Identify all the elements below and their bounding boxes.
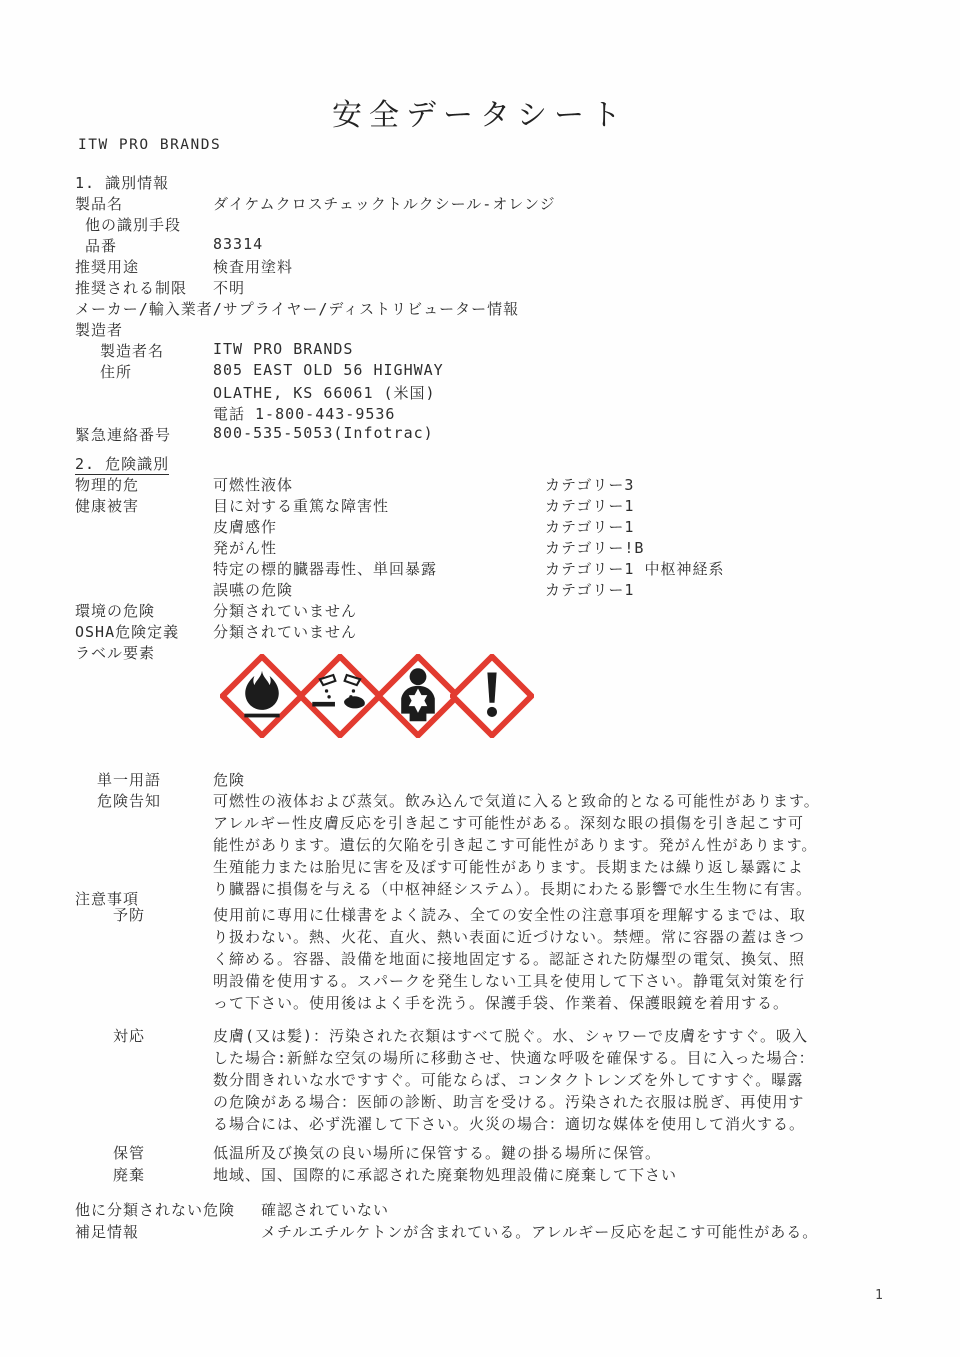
- classification-label: 物理的危: [75, 476, 140, 494]
- prevention-label: 予防: [113, 906, 146, 924]
- field-label: 製品名: [75, 195, 124, 213]
- hazard-line: り臓器に損傷を与える（中枢神経システム）。長期にわたる影響で水生生物に有害。: [213, 880, 813, 898]
- field-label: 品番: [85, 237, 118, 255]
- hazard-category: カテゴリー1: [545, 581, 635, 599]
- company-name: ITW PRO BRANDS: [78, 137, 222, 153]
- prevention-block: [75, 904, 945, 1014]
- hazard-line: 可燃性の液体および蒸気。飲み込んで気道に入ると致命的となる可能性があります。: [213, 792, 820, 810]
- field-value: 電話 1-800-443-9536: [213, 405, 396, 423]
- label-elements: [75, 769, 921, 900]
- precaution-heading: 注意事項: [75, 890, 140, 908]
- hazard-line: 能性があります。遺伝的欠陥を引き起こす可能性があります。発がん性があります。: [213, 836, 818, 854]
- hazard-class: 特定の標的臓器毒性、単回暴露: [213, 560, 438, 578]
- hazard-statement-label: 危険告知: [97, 792, 162, 810]
- field-row: [75, 319, 921, 340]
- field-label: 推奨用途: [75, 258, 140, 276]
- hazard-category: カテゴリー!B: [545, 539, 645, 557]
- hazard-class: 皮膚感作: [213, 518, 278, 536]
- signal-word-row: [75, 769, 921, 790]
- other-hazards-label: 他に分類されない危険: [75, 1201, 236, 1219]
- field-label: 製造者名: [100, 342, 165, 360]
- response-line: 数分間きれいな水ですすぐ。可能ならば、コンタクトレンズを外してすすぐ。曝露: [213, 1071, 804, 1089]
- other-hazards-row: [75, 1199, 945, 1221]
- section-identification: [75, 172, 921, 445]
- page-number: 1: [875, 1288, 884, 1303]
- prevention-line: 使用前に専用に仕様書をよく読み、全ての安全性の注意事項を理解するまでは、取: [213, 906, 806, 924]
- disposal-label: 廃棄: [113, 1166, 146, 1184]
- exclamation-icon: [450, 654, 534, 738]
- field-row: [75, 361, 921, 382]
- classification-row: [75, 600, 921, 621]
- hazard-category: カテゴリー1: [545, 497, 635, 515]
- field-value: 検査用塗料: [213, 258, 294, 276]
- classification-row: [75, 579, 921, 600]
- classification-label: OSHA危険定義: [75, 623, 180, 641]
- classification-row: [75, 621, 921, 642]
- field-value: OLATHE, KS 66061 (米国): [213, 384, 436, 402]
- supplemental-row: [75, 1221, 945, 1243]
- field-label: 推奨される制限: [75, 279, 188, 297]
- prevention-line: って下さい。使用後はよく手を洗う。保護手袋、作業着、保護眼鏡を着用する。: [213, 994, 790, 1012]
- title-bar: [0, 90, 960, 134]
- hazard-category: カテゴリー3: [545, 476, 635, 494]
- classification-row: [75, 537, 921, 558]
- hazard-category: カテゴリー1 中枢神経系: [545, 560, 725, 578]
- classification-label: 健康被害: [75, 497, 140, 515]
- classification-row: [75, 495, 921, 516]
- prevention-line: 明設備を使用する。スパークを発生しない工具を使用して下さい。静電気対策を行: [213, 972, 806, 990]
- section2-heading-text: 2. 危険識別: [75, 455, 170, 473]
- field-row: [75, 256, 921, 277]
- supplemental-value: メチルエチルケトンが含まれている。アレルギー反応を起こす可能性がある。: [261, 1223, 819, 1241]
- field-row: [75, 403, 921, 424]
- field-row: [75, 277, 921, 298]
- classification-label: ラベル要素: [75, 644, 156, 662]
- hazard-statement-row: [75, 790, 921, 900]
- disposal-text: 地域、国、国際的に承認された廃棄物処理設備に廃棄して下さい: [213, 1166, 678, 1184]
- storage-text: 低温所及び換気の良い場所に保管する。鍵の掛る場所に保管。: [213, 1144, 662, 1162]
- hazard-class: 分類されていません: [213, 602, 358, 620]
- response-line: 皮膚(又は髪)：汚染された衣類はすべて脱ぐ。水、シャワーで皮膚をすすぐ。吸入: [213, 1027, 809, 1045]
- field-label: 緊急連絡番号: [75, 426, 172, 444]
- response-line: の危険がある場合：医師の診断、助言を受ける。汚染された衣服は脱ぎ、再使用す: [213, 1093, 805, 1111]
- response-label: 対応: [113, 1027, 146, 1045]
- field-row: [75, 298, 921, 319]
- classification-label: 環境の危険: [75, 602, 156, 620]
- flame-icon: [220, 654, 304, 738]
- hazard-class: 発がん性: [213, 539, 278, 557]
- prevention-text: [213, 904, 806, 1014]
- classification-row: [75, 558, 921, 579]
- hazard-class: 可燃性液体: [213, 476, 294, 494]
- signal-word-label: 単一用語: [97, 771, 162, 789]
- response-block: [75, 1025, 945, 1135]
- field-label: 住所: [100, 363, 133, 381]
- prevention-line: り扱わない。熱、火花、直火、熱い表面に近づけない。禁煙。常に容器の蓋はきつ: [213, 928, 806, 946]
- response-text: [213, 1025, 815, 1135]
- storage-label: 保管: [113, 1144, 146, 1162]
- other-hazards-value: 確認されていない: [261, 1201, 390, 1219]
- storage-row: [75, 1142, 945, 1164]
- storage-disposal-block: [75, 1142, 945, 1186]
- supplemental-label: 補足情報: [75, 1223, 140, 1241]
- field-row: [75, 424, 921, 445]
- corrosion-icon: [298, 654, 382, 738]
- health-hazard-icon: [376, 654, 460, 738]
- hazard-category: カテゴリー1: [545, 518, 635, 536]
- prevention-line: く締める。容器、設備を地面に接地固定する。認証された防爆型の電気、換気、照: [213, 950, 806, 968]
- field-label: メーカー/輸入業者/サプライヤー/ディストリビューター情報: [75, 300, 520, 318]
- section1-heading: 1. 識別情報: [75, 174, 170, 192]
- signal-word-value: 危険: [213, 771, 246, 789]
- field-row: [75, 382, 921, 403]
- field-row: [75, 214, 921, 235]
- hazard-statement-text: [213, 790, 820, 900]
- field-value: ダイケムクロスチェックトルクシール-オレンジ: [213, 195, 556, 213]
- field-row: [75, 235, 921, 256]
- hazard-line: アレルギー性皮膚反応を引き起こす可能性がある。深刻な眼の損傷を引き起こす可: [213, 814, 805, 832]
- section-hazard-identification: [75, 453, 921, 663]
- hazard-class: 誤嚥の危険: [213, 581, 294, 599]
- field-row: [75, 340, 921, 361]
- page-title: 安全データシート: [332, 98, 628, 133]
- hazard-class: 目に対する重篤な障害性: [213, 497, 390, 515]
- other-info-block: [75, 1199, 945, 1243]
- field-label: 他の識別手段: [85, 216, 182, 234]
- classification-row: [75, 474, 921, 495]
- response-line: した場合:新鮮な空気の場所に移動させ、快適な呼吸を確保する。目に入った場合：: [213, 1049, 815, 1067]
- hazard-line: 生殖能力または胎児に害を及ぼす可能性があります。長期または繰り返し暴露によ: [213, 858, 804, 876]
- field-value: 不明: [213, 279, 246, 297]
- disposal-row: [75, 1164, 945, 1186]
- hazard-class: 分類されていません: [213, 623, 358, 641]
- field-label: 製造者: [75, 321, 124, 339]
- field-row: [75, 193, 921, 214]
- section2-heading: [75, 453, 921, 474]
- response-line: る場合には、必ず洗濯して下さい。火災の場合：適切な媒体を使用して消火する。: [213, 1115, 806, 1133]
- field-value: ITW PRO BRANDS: [213, 340, 354, 358]
- field-value: 800-535-5053(Infotrac): [213, 424, 434, 442]
- field-value: 805 EAST OLD 56 HIGHWAY: [213, 361, 444, 379]
- field-value: 83314: [213, 235, 264, 253]
- classification-row: [75, 516, 921, 537]
